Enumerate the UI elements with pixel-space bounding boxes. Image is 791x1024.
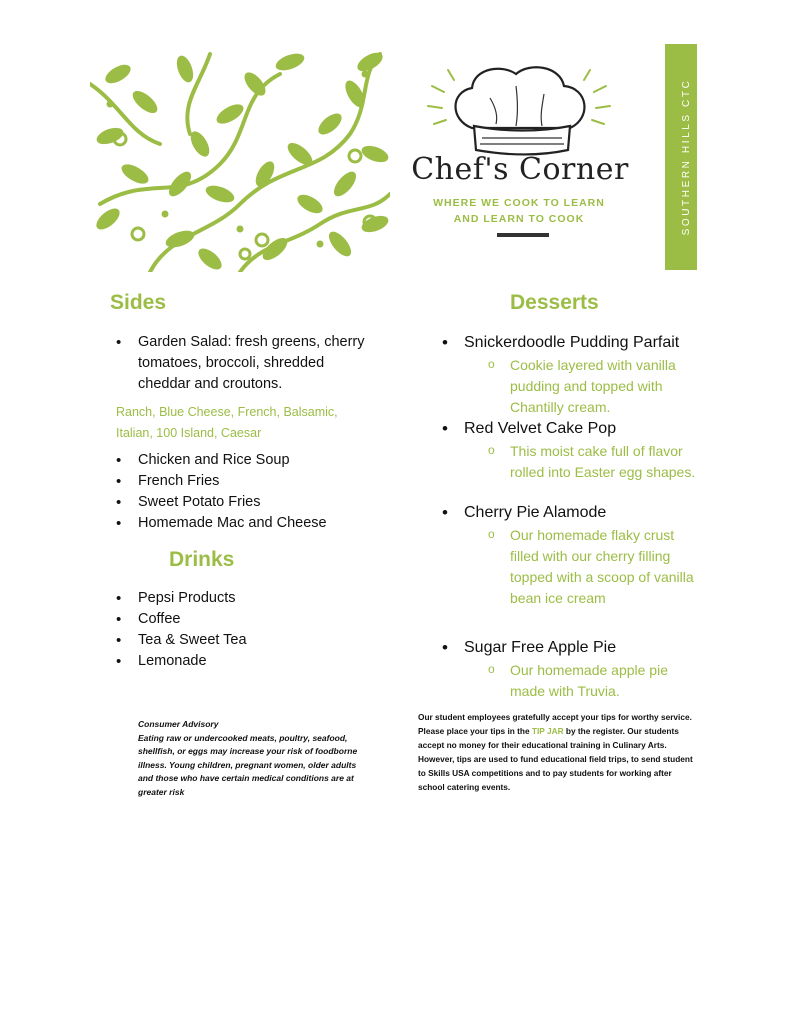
dessert-item [440,501,710,609]
tips-text-1: Our student employees gratefully accept your tips for worthy service. Please place your tips in the [418,712,692,736]
sides-list [112,332,367,395]
drinks-heading: Drinks [169,548,235,571]
list-item: • Sweet Potato Fries [112,492,367,513]
list-item: • Garden Salad: fresh greens, cherry tomatoes, broccoli, shredded cheddar and croutons. [112,332,367,395]
dessert-description: o Cookie layered with vanilla pudding and topped with Chantilly cream. [510,355,700,418]
brand-tagline [410,195,628,227]
dessert-item [440,636,710,702]
sides-heading: Sides [110,291,167,314]
drinks-list [112,588,367,672]
tip-jar-highlight: TIP JAR [531,726,564,736]
list-item: • Chicken and Rice Soup [112,450,367,471]
desserts-heading: Desserts [510,291,599,314]
list-item: • Lemonade [112,651,367,672]
dessert-name: • Cherry Pie Alamode [440,501,710,525]
list-item: • Coffee [112,609,367,630]
list-item: • Tea & Sweet Tea [112,630,367,651]
advisory-title: Consumer Advisory [138,719,219,729]
tagline-line-1: WHERE WE COOK TO LEARN [433,197,605,209]
dessert-name: • Red Velvet Cake Pop [440,417,710,441]
tips-note [418,710,700,794]
tips-text-2: by the register. Our students accept no money for their educational training in Culinary Arts. However, tips are used to fund educational field trips, to send student to Skills USA competitions and to pay students for working after school catering events. [418,726,693,792]
brand-divider [497,233,549,237]
dressing-options: Ranch, Blue Cheese, French, Balsamic, Italian, 100 Island, Caesar [116,405,338,440]
tagline-line-2: AND LEARN TO COOK [453,213,585,225]
sides-list-more [112,450,367,534]
leaf-vine-illustration [90,44,390,272]
list-item: • Homemade Mac and Cheese [112,513,367,534]
dessert-name: • Sugar Free Apple Pie [440,636,710,660]
chef-hat-icon [420,58,620,158]
advisory-body: Eating raw or undercooked meats, poultry, seafood, shellfish, or eggs may increase your risk of foodborne illness. Young children, pregnant women, older adults and those who have certain medical conditions are at greater risk [138,732,358,797]
brand-title: Chef's Corner [411,152,629,187]
dessert-name: • Snickerdoodle Pudding Parfait [440,331,710,355]
dessert-item [440,417,710,483]
dessert-description: o This moist cake full of flavor rolled into Easter egg shapes. [510,441,705,483]
dessert-description: o Our homemade flaky crust filled with our cherry filling topped with a scoop of vanilla bean ice cream [510,525,705,609]
dessert-description: o Our homemade apple pie made with Truvia. [510,660,685,702]
side-band-label: SOUTHERN HILLS CTC [681,78,692,236]
list-item: • French Fries [112,471,367,492]
list-item: • Pepsi Products [112,588,367,609]
dessert-item [440,331,710,418]
side-band [665,44,697,270]
consumer-advisory [138,718,370,799]
